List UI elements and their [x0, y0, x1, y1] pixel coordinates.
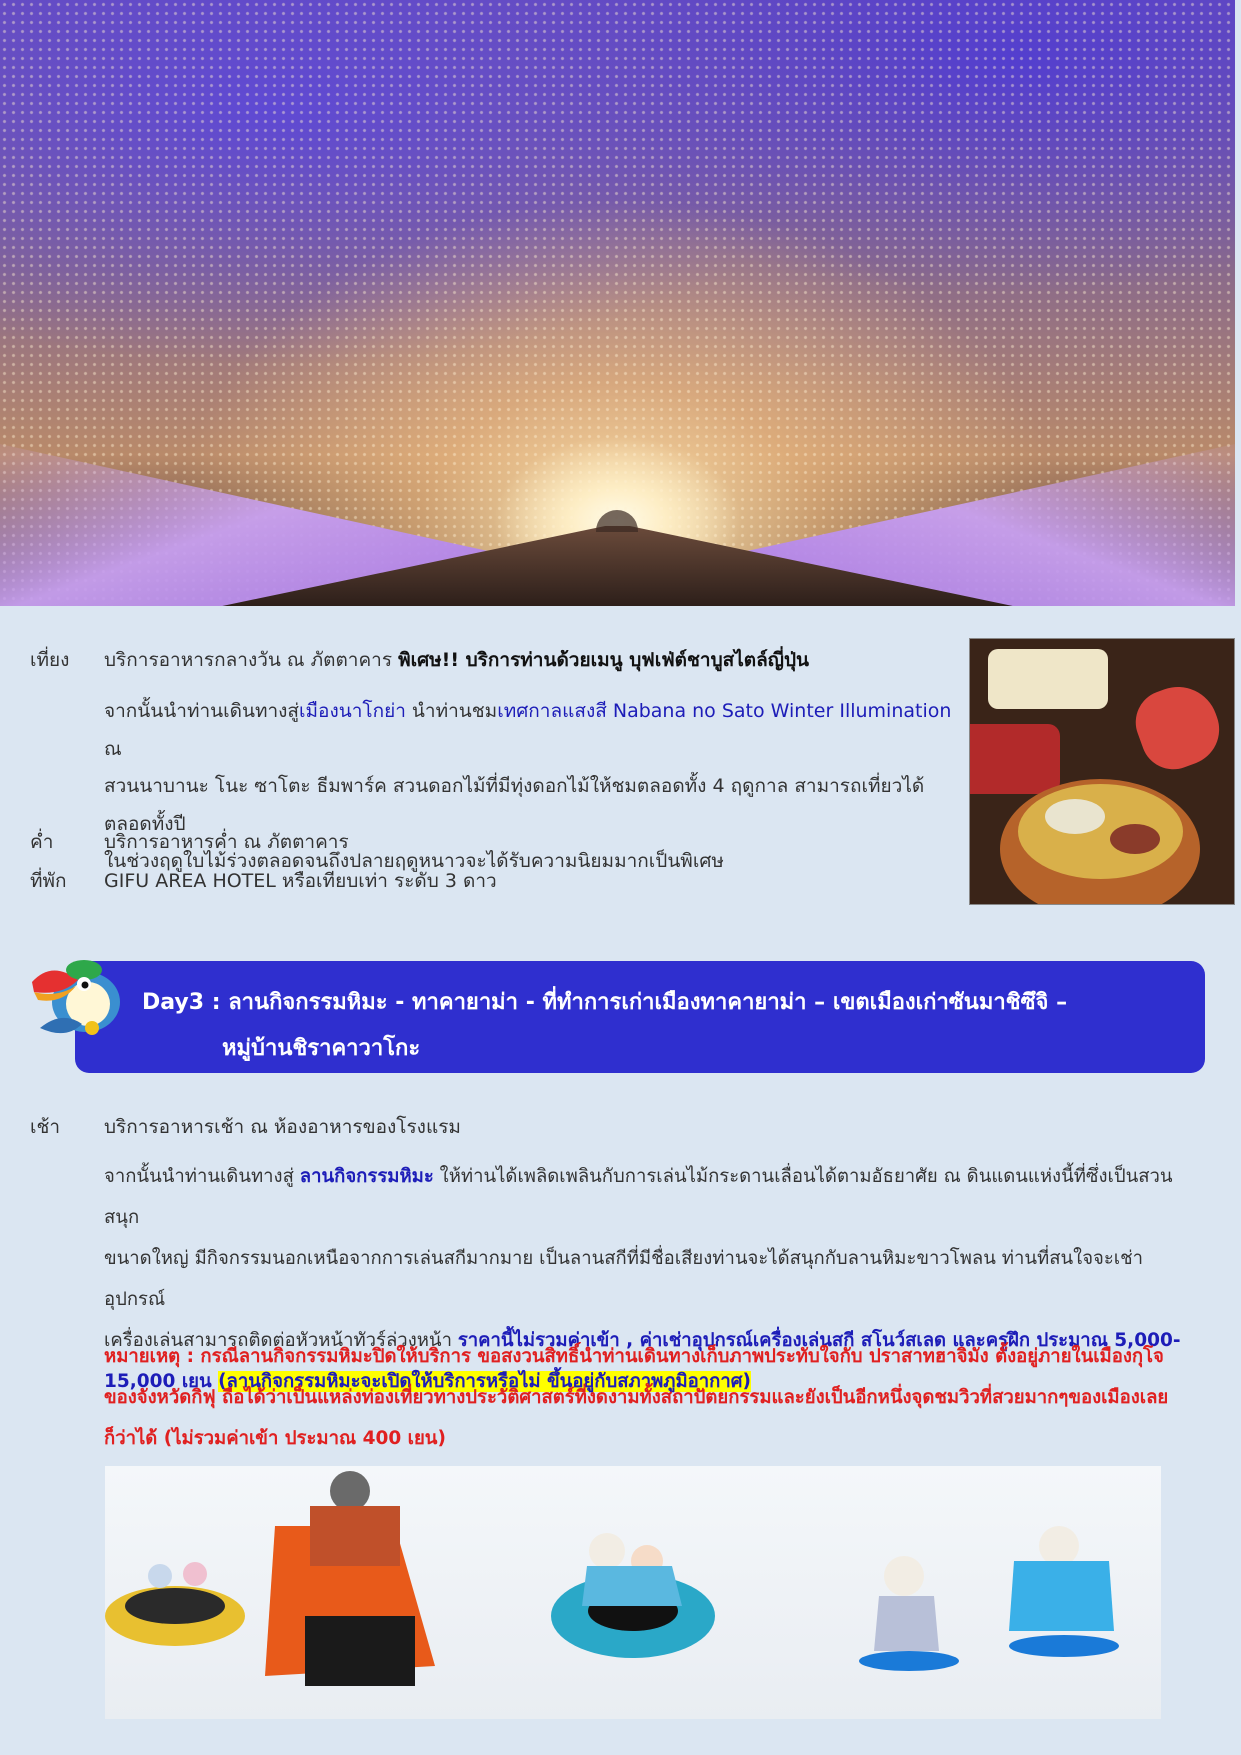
text-segment: จากนั้นนำท่านเดินทางสู่ — [104, 1166, 300, 1187]
text-segment: ให้ท่านได้เพลิดเพลินกับการเล่นไม้กระดานเลื่อนได้ตามอัธยาศัย ณ ดินแดนแห่งนี้ที่ซึ่งเป็นสวนสนุก — [104, 1166, 1173, 1228]
breakfast-label: เช้า — [30, 1116, 61, 1138]
lunch-text — [104, 645, 809, 675]
text-segment: จากนั้นนำท่านเดินทางสู่ — [104, 700, 300, 722]
vegetables — [1045, 799, 1105, 834]
lunch-label: เที่ยง — [30, 649, 70, 671]
beef-plate — [969, 724, 1060, 794]
snow-park-link: ลานกิจกรรมหิมะ — [299, 1166, 434, 1187]
remark-line-3: ก็ว่าได้ (ไม่รวมค่าเข้า ประมาณ 400 เยน) — [104, 1428, 446, 1449]
nagoya-link: เมืองนาโกย่า — [299, 700, 406, 722]
text-segment: นำท่านชม — [405, 700, 498, 722]
lunch-highlight: พิเศษ!! บริการท่านด้วยเมนู บุฟเฟ่ต์ชาบูสไตล์ญี่ปุ่น — [398, 649, 810, 671]
remark-line-1: หมายเหตุ : กรณีลานกิจกรรมหิมะปิดให้บริการ ขอสงวนสิทธิ์นำท่านเดินทางเก็บภาพประทับใจกับ ปราสาทฮาจิมัง ตั้งอยู่ภายในเมืองกุโจ — [104, 1346, 1164, 1367]
breakfast-text: บริการอาหารเช้า ณ ห้องอาหารของโรงแรม — [104, 1116, 461, 1138]
price-note: ราคานี้ไม่รวมค่าเข้า , ค่าเช่าอุปกรณ์เครื่องเล่นสกี สโนว์สเลด และครูฝึก ประมาณ 5,000- — [457, 1330, 1181, 1351]
dinner-text: บริการอาหารค่ำ ณ ภัตตาคาร — [104, 831, 349, 853]
snow-tube-photo — [457, 1466, 809, 1719]
price-note-cont: 15,000 เยน — [104, 1371, 219, 1392]
hotel-label: ที่พัก — [30, 870, 67, 892]
snow-sled-photo — [809, 1466, 1161, 1719]
nabana-line-1 — [104, 693, 956, 768]
weather-warning: (ลานกิจกรรมหิมะจะเปิดให้บริการหรือไม่ ขึ้นอยู่กับสภาพภูมิอากาศ) — [218, 1371, 751, 1392]
text-segment: ณ — [104, 737, 122, 760]
nabana-line-2: สวนนาบานะ โนะ ซาโตะ ธีมพาร์ค สวนดอกไม้ที่มีทุ่งดอกไม้ให้ชมตลอดทั้ง 4 ฤดูกาล สามารถเที่ยวได้ตลอดทั้งปี — [104, 775, 925, 835]
mushroom — [1110, 824, 1160, 854]
day3-title-line-1: Day3 : ลานกิจกรรมหิมะ - ทาคายาม่า - ที่ทำการเก่าเมืองทาคายาม่า – เขตเมืองเก่าซันมาชิซึจิ – — [142, 990, 1068, 1015]
snow-line-2: ขนาดใหญ่ มีกิจกรรมนอกเหนือจากการเล่นสกีมากมาย เป็นลานสกีที่มีชื่อเสียงท่านจะได้สนุกกับลานหิมะขาวโพลน ท่านที่สนใจจะเช่าอุปกรณ์ — [104, 1248, 1144, 1310]
beef-slice — [1127, 676, 1230, 779]
toucan-mascot-icon — [22, 940, 140, 1052]
nabana-line-3: ในช่วงฤดูใบไม้ร่วงตลอดจนถึงปลายฤดูหนาวจะได้รับความนิยมมากเป็นพิเศษ — [104, 850, 724, 872]
day3-title-line-2: หมู่บ้านชิราคาวาโกะ — [222, 1036, 421, 1061]
vegetable-plate — [988, 649, 1108, 709]
text-segment: เครื่องเล่นสามารถติดต่อหัวหน้าทัวร์ล่วงหน้า — [104, 1330, 458, 1351]
remark-line-2: ของจังหวัดกิฟุ ถือได้ว่าเป็นแหล่งท่องเที่ยวทางประวัติศาสตร์ที่งดงามทั้งสถาปัตยกรรมและยังเป็นอีกหนึ่งจุดชมวิวที่สวยมากๆของเมืองเลย — [104, 1387, 1169, 1408]
broth — [1018, 784, 1183, 879]
lunch-description: บริการอาหารกลางวัน ณ ภัตตาคาร — [104, 649, 399, 671]
remark-paragraph — [104, 1336, 1194, 1459]
snow-activity-photos — [105, 1466, 1161, 1719]
hotel-text: GIFU AREA HOTEL หรือเทียบเท่า ระดับ 3 ดาว — [104, 870, 497, 892]
snowmobile-raft-photo — [105, 1466, 457, 1719]
nabana-event: เทศกาลแสงสี Nabana no Sato Winter Illumination — [497, 700, 952, 722]
snow-line-1 — [104, 1156, 1194, 1238]
shabu-buffet-photo — [969, 638, 1235, 905]
dinner-label: ค่ำ — [30, 831, 54, 853]
illumination-tunnel-photo — [0, 0, 1235, 606]
